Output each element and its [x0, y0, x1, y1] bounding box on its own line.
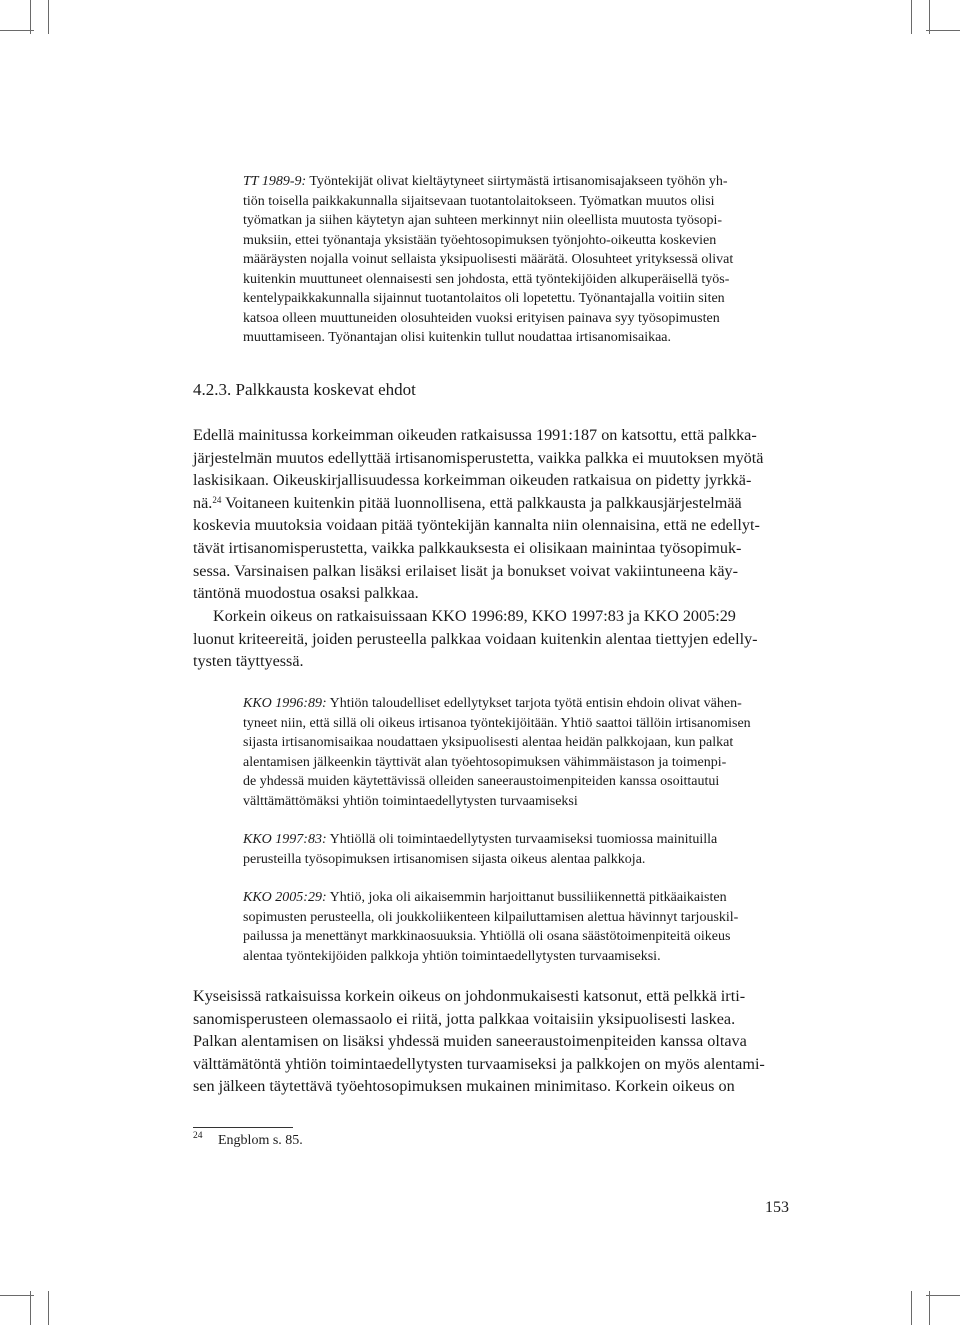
case-reference: KKO 1996:89:	[243, 696, 327, 711]
case-reference: KKO 2005:29:	[243, 890, 327, 905]
footnote-number: 24	[193, 1131, 203, 1141]
crop-mark	[929, 0, 930, 34]
case-line: KKO 1997:83: Yhtiöllä oli toimintaedellytysten turvaamiseksi tuomiossa mainituilla	[243, 832, 718, 847]
case-line: sijasta irtisanomisaikaa noudattaen yksipuolisesti alentaa heidän palkkojaan, kun palkat	[243, 735, 734, 750]
case-line: muuttamiseen. Työnantajan olisi kuitenkin tullut noudattaa irtisanomisaikaa.	[243, 330, 672, 345]
paragraph-line: luonut kriteereitä, joiden perusteella palkkaa voidaan kuitenkin alentaa tiettyjen edelly-	[193, 629, 758, 648]
case-line: alentaa työntekijöiden palkkoja yhtiön toimintaedellytysten turvaamiseksi.	[243, 948, 661, 964]
crop-mark	[30, 0, 31, 34]
crop-mark	[926, 1295, 960, 1296]
paragraph-line: Kyseisissä ratkaisuissa korkein oikeus on johdonmukaisesti katsonut, että pelkkä irti-	[193, 987, 746, 1005]
case-reference: KKO 1997:83:	[243, 832, 327, 847]
crop-mark	[911, 0, 912, 34]
crop-mark	[0, 30, 34, 31]
paragraph-line: sanomisperusteen olemassaolo ei riitä, jotta palkkaa voitaisiin yksipuolisesti laskea.	[193, 1009, 736, 1028]
case-line: katsoa olleen muuttuneiden olosuhteiden vuoksi erityisen painava syy työsopimusten	[243, 310, 720, 326]
paragraph-line: sessa. Varsinaisen palkan lisäksi erilaiset lisät ja bonukset voivat vakiintuneena käy-	[193, 561, 738, 580]
paragraph-line: Edellä mainitussa korkeimman oikeuden ratkaisussa 1991:187 on katsottu, että palkka-	[193, 426, 757, 444]
footnote-text: Engblom s. 85.	[218, 1133, 303, 1148]
paragraph-line: nä.$^{24}$ Voitaneen kuitenkin pitää luonnollisena, että palkkausta ja palkkausjärjestelmää	[193, 493, 742, 512]
case-line: KKO 1996:89: Yhtiön taloudelliset edellytykset tarjota työtä entisin ehdoin olivat vähen-	[243, 696, 742, 711]
case-line: alentamisen jälkeenkin täyttivät alan työehtosopimuksen vähimmäistason ja toimenpi-	[243, 754, 727, 770]
crop-mark	[929, 1291, 930, 1325]
paragraph-line: välttämätöntä yhtiön toimintaedellytysten turvaamiseksi ja palkkojen on myös alentami-	[193, 1054, 765, 1073]
paragraph-line: sen jälkeen täytettävä työehtosopimuksen mukainen minimitaso. Korkein oikeus on	[193, 1077, 735, 1096]
case-line: de yhdessä muiden käytettävissä olleiden saneeraustoimenpiteiden kanssa osoittautui	[243, 774, 720, 789]
paragraph-line: Korkein oikeus on ratkaisuissaan KKO 1996:89, KKO 1997:83 ja KKO 2005:29	[213, 607, 736, 625]
case-line: KKO 2005:29: Yhtiö, joka oli aikaisemmin harjoittanut bussiliikennettä pitkäaikaisten	[243, 890, 727, 905]
case-line: perusteilla työsopimuksen irtisanomisen sijasta oikeus alentaa palkkoja.	[243, 851, 646, 867]
case-line: sopimusten perusteella, oli joukkoliikenteen kilpailuttamisen alettua hävinnyt tarjouskil-	[243, 909, 739, 925]
case-line: TT 1989-9: Työntekijät olivat kieltäytyneet siirtymästä irtisanomisajakseen työhön yh-	[243, 174, 728, 189]
case-line: kuitenkin muuttuneet olennaisesti sen johdosta, että työntekijöiden alkuperäisellä työs-	[243, 271, 730, 287]
case-line: kentelypaikkakunnalla sijainnut tuotantolaitos oli lopetettu. Työnantajalla voitiin siten	[243, 291, 725, 306]
case-line: pailussa ja menettänyt markkinaosuuksia. Yhtiöllä oli osana säästötoimenpiteitä oikeus	[243, 929, 731, 944]
section-heading: 4.2.3. Palkkausta koskevat ehdot	[193, 380, 416, 399]
case-line: työmatkan ja siihen käytetyn ajan suhteen merkinnyt niin oleellista muutosta työsopi-	[243, 213, 723, 228]
case-line: tyneet niin, että sillä oli oikeus irtisanoa työntekijöitään. Yhtiö saattoi tällöin irtisanomisen	[243, 715, 751, 731]
crop-mark	[48, 0, 49, 34]
paragraph-line: Palkan alentamisen on lisäksi yhdessä muiden saneeraustoimenpiteiden kanssa oltava	[193, 1032, 747, 1051]
paragraph-line: täntönä muodostua osaksi palkkaa.	[193, 584, 419, 603]
paragraph-line: tävät irtisanomisperustetta, vaikka palkkauksesta ei olisikaan mainintaa työsopimuk-	[193, 539, 742, 557]
case-reference: TT 1989-9:	[243, 174, 307, 189]
case-line: tiön toisella paikkakunnalla sijaitsevaan tuotantolaitokseen. Työmatkan muutos olisi	[243, 193, 715, 209]
paragraph-line: laskisikaan. Oikeuskirjallisuudessa korkeimman oikeuden ratkaisua on pidetty jyrkkä-	[193, 471, 752, 490]
footnote-divider	[193, 1127, 293, 1128]
footnote-reference[interactable]: 24	[212, 494, 222, 505]
paragraph-line: tysten täyttyessä.	[193, 652, 304, 671]
crop-mark	[0, 1295, 34, 1296]
case-line: välttämättömäksi yhtiön toimintaedellytysten turvaamiseksi	[243, 793, 578, 809]
page-number: 153	[765, 1199, 789, 1216]
case-line: muksiin, ettei työnantaja yksistään työehtosopimuksen työnjohto-oikeutta koskevien	[243, 232, 717, 248]
crop-mark	[30, 1291, 31, 1325]
crop-mark	[911, 1291, 912, 1325]
paragraph-line: järjestelmän muutos edellyttää irtisanomisperustetta, vaikka palkka ei muutoksen myötä	[193, 448, 764, 467]
crop-mark	[926, 30, 960, 31]
case-line: määräysten nojalla voinut sellaista yksipuolisesti määrätä. Olosuhteet yrityksessä olivat	[243, 252, 734, 267]
crop-mark	[48, 1291, 49, 1325]
paragraph-line: koskevia muutoksia voidaan pitää työntekijän kannalta niin olennaisina, että ne edellyt-	[193, 516, 760, 535]
